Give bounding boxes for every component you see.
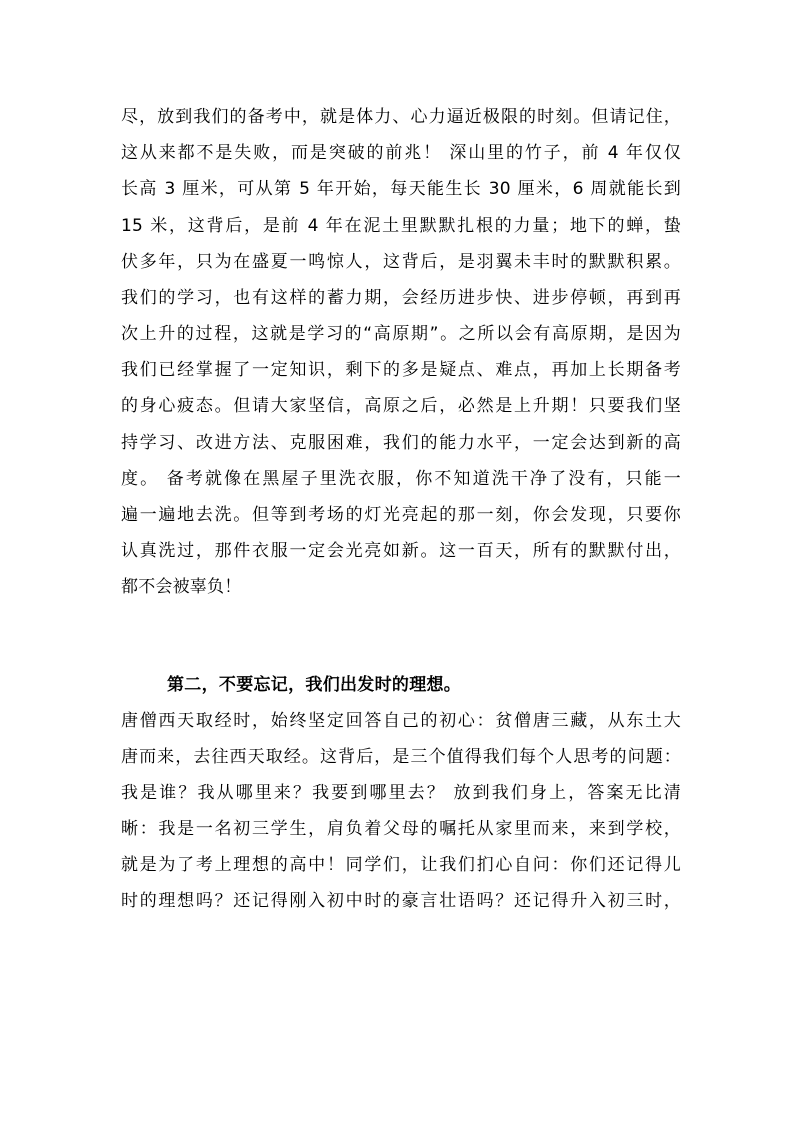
paragraph-line: 时的理想吗？还记得刚入初中时的豪言壮语吗？还记得升入初三时，	[121, 891, 681, 911]
section-heading: 第二，不要忘记，我们出发时的理想。	[167, 675, 462, 695]
paragraph-line: 这从来都不是失败，而是突破的前兆！ 深山里的竹子，前 4 年仅仅	[121, 143, 681, 163]
paragraph-line: 晰：我是一名初三学生，肩负着父母的嘱托从家里而来，来到学校，	[121, 819, 681, 839]
paragraph-line: 持学习、改进方法、克服困难，我们的能力水平，一定会达到新的高	[121, 433, 681, 453]
paragraph-line: 伏多年，只为在盛夏一鸣惊人，这背后，是羽翼未丰时的默默积累。	[121, 252, 681, 272]
paragraph-line: 度。 备考就像在黑屋子里洗衣服，你不知道洗干净了没有，只能一	[121, 469, 681, 489]
paragraph-line: 长高 3 厘米，可从第 5 年开始，每天能生长 30 厘米，6 周就能长到	[121, 179, 681, 199]
paragraph-line: 我们已经掌握了一定知识，剩下的多是疑点、难点，再加上长期备考	[121, 360, 681, 380]
paragraph-line: 次上升的过程，这就是学习的“高原期”。之所以会有高原期，是因为	[121, 324, 681, 344]
paragraph-line: 唐而来，去往西天取经。这背后，是三个值得我们每个人思考的问题：	[121, 747, 681, 767]
paragraph-line: 尽，放到我们的备考中，就是体力、心力逼近极限的时刻。但请记住，	[121, 107, 681, 127]
paragraph-line: 认真洗过，那件衣服一定会光亮如新。这一百天，所有的默默付出，	[121, 541, 681, 561]
paragraph-line: 的身心疲态。但请大家坚信，高原之后，必然是上升期！只要我们坚	[121, 396, 681, 416]
paragraph-line: 唐僧西天取经时，始终坚定回答自己的初心：贫僧唐三藏，从东土大	[121, 711, 681, 731]
paragraph-line: 都不会被辜负！	[121, 577, 242, 597]
paragraph-line: 15 米，这背后，是前 4 年在泥土里默默扎根的力量；地下的蝉，蛰	[121, 216, 681, 236]
paragraph-line: 我们的学习，也有这样的蓄力期，会经历进步快、进步停顿，再到再	[121, 288, 681, 308]
paragraph-line: 我是谁？我从哪里来？我要到哪里去？ 放到我们身上，答案无比清	[121, 783, 681, 803]
paragraph-line: 遍一遍地去洗。但等到考场的灯光亮起的那一刻，你会发现，只要你	[121, 505, 681, 525]
paragraph-line: 就是为了考上理想的高中！同学们，让我们扪心自问：你们还记得儿	[121, 855, 681, 875]
